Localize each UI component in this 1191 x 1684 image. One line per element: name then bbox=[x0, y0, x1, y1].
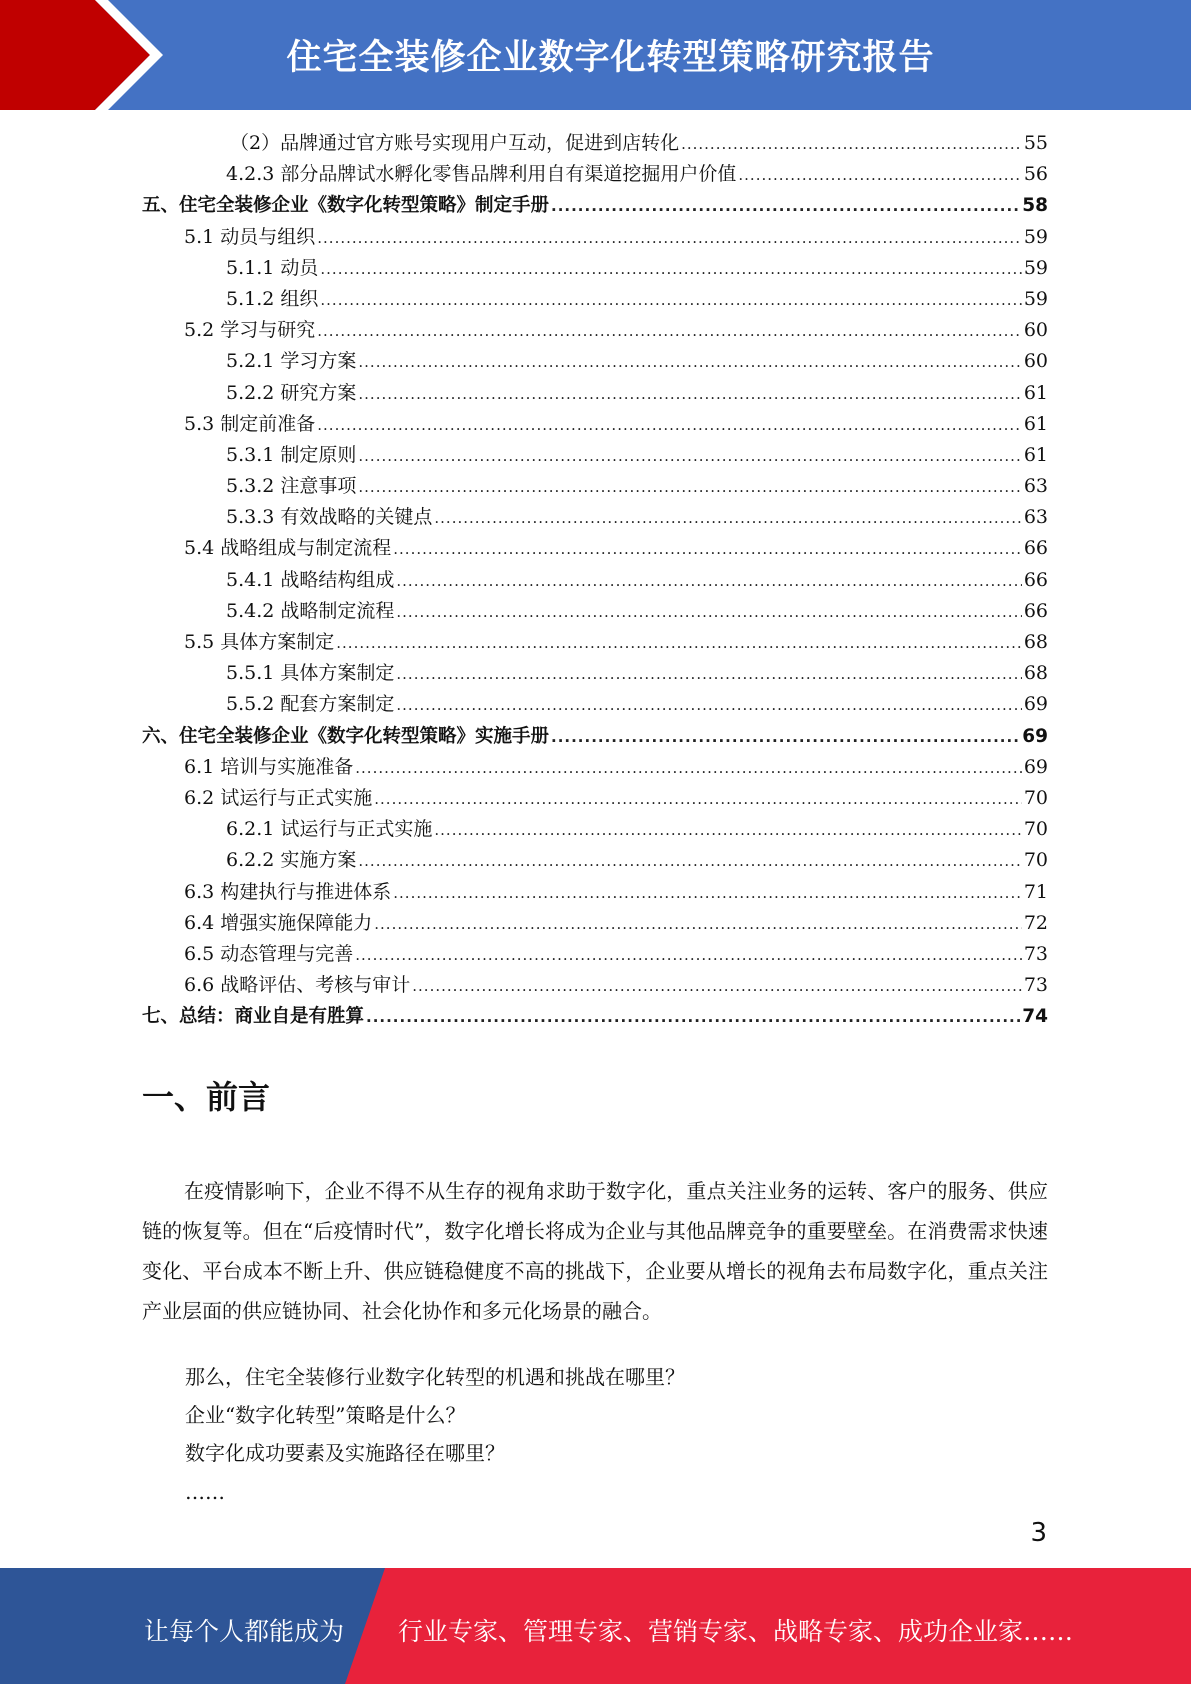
toc-entry[interactable] bbox=[142, 721, 1048, 752]
question-list bbox=[185, 1358, 685, 1472]
toc-entry-label: 6.1 培训与实施准备 bbox=[184, 755, 354, 778]
toc-entry[interactable] bbox=[142, 190, 1048, 221]
toc-entry-page: 69 bbox=[1023, 693, 1048, 716]
toc-leader-dots bbox=[358, 347, 1021, 378]
toc-entry-label: 4.2.3 部分品牌试水孵化零售品牌利用自有渠道挖掘用户价值 bbox=[226, 163, 737, 186]
toc-entry[interactable] bbox=[142, 752, 1048, 783]
toc-entry-page: 74 bbox=[1022, 1006, 1048, 1028]
toc-leader-dots bbox=[393, 878, 1022, 909]
toc-leader-dots bbox=[355, 940, 1022, 971]
report-title: 住宅全装修企业数字化转型策略研究报告 bbox=[286, 38, 935, 78]
toc-entry[interactable] bbox=[142, 159, 1048, 190]
toc-entry-label: 5.4.1 战略结构组成 bbox=[226, 568, 395, 591]
toc-entry[interactable] bbox=[142, 596, 1048, 627]
toc-leader-dots bbox=[355, 753, 1022, 784]
toc-entry-page: 55 bbox=[1023, 132, 1048, 154]
toc-entry-label: 5.2 学习与研究 bbox=[184, 319, 316, 342]
toc-entry-label: 5.4.2 战略制定流程 bbox=[226, 599, 395, 622]
toc-entry-label: 5.1.2 组织 bbox=[226, 287, 319, 310]
toc-entry-page: 66 bbox=[1023, 599, 1048, 622]
toc-entry-page: 68 bbox=[1023, 631, 1048, 653]
toc-entry-page: 59 bbox=[1023, 287, 1048, 310]
toc-entry[interactable] bbox=[142, 627, 1048, 658]
toc-entry[interactable] bbox=[142, 502, 1048, 533]
toc-entry[interactable] bbox=[142, 284, 1048, 315]
toc-leader-dots bbox=[317, 410, 1022, 441]
toc-entry-label: 6.4 增强实施保障能力 bbox=[184, 911, 373, 934]
toc-entry[interactable] bbox=[142, 939, 1048, 970]
toc-entry-page: 70 bbox=[1023, 818, 1048, 841]
toc-leader-dots bbox=[320, 254, 1021, 285]
toc-entry-label: 5.5 具体方案制定 bbox=[184, 631, 335, 653]
toc-entry-page: 61 bbox=[1023, 412, 1048, 435]
toc-entry[interactable] bbox=[142, 253, 1048, 284]
toc-entry[interactable] bbox=[142, 970, 1048, 1001]
toc-entry[interactable] bbox=[142, 1001, 1048, 1032]
toc-entry[interactable] bbox=[142, 128, 1048, 159]
toc-entry-page: 66 bbox=[1023, 537, 1048, 560]
toc-entry-label: 6.5 动态管理与完善 bbox=[184, 942, 354, 965]
toc-entry-page: 73 bbox=[1023, 974, 1048, 997]
ellipsis: …… bbox=[185, 1480, 225, 1504]
toc-entry-label: 5.1.1 动员 bbox=[226, 256, 319, 279]
toc-entry-page: 69 bbox=[1022, 725, 1048, 747]
toc-entry-label: 七、总结：商业自是有胜算 bbox=[142, 1006, 365, 1028]
toc-leader-dots bbox=[396, 690, 1021, 721]
toc-entry-page: 56 bbox=[1023, 163, 1048, 186]
toc-entry-label: 6.3 构建执行与推进体系 bbox=[184, 880, 392, 903]
toc-entry-label: （2）品牌通过官方账号实现用户互动，促进到店转化 bbox=[230, 132, 680, 154]
toc-entry-label: 6.2.1 试运行与正式实施 bbox=[226, 818, 433, 841]
toc-entry-page: 71 bbox=[1023, 880, 1048, 903]
toc-leader-dots bbox=[374, 909, 1022, 940]
toc-entry-label: 5.2.2 研究方案 bbox=[226, 381, 357, 404]
toc-entry-page: 61 bbox=[1023, 443, 1048, 466]
page-footer bbox=[0, 1568, 1191, 1684]
toc-leader-dots bbox=[551, 191, 1020, 222]
toc-entry[interactable] bbox=[142, 783, 1048, 814]
section-heading: 一、前言 bbox=[142, 1078, 271, 1116]
toc-leader-dots bbox=[396, 597, 1021, 628]
toc-leader-dots bbox=[358, 441, 1021, 472]
toc-entry-page: 72 bbox=[1023, 911, 1048, 934]
toc-entry[interactable] bbox=[142, 845, 1048, 876]
toc-entry-page: 70 bbox=[1023, 786, 1048, 809]
toc-entry-label: 5.1 动员与组织 bbox=[184, 225, 316, 248]
footer-slogan-left: 让每个人都能成为 bbox=[144, 1617, 345, 1646]
toc-entry-label: 5.5.2 配套方案制定 bbox=[226, 693, 395, 716]
toc-entry-label: 六、住宅全装修企业《数字化转型策略》实施手册 bbox=[142, 725, 550, 747]
toc-entry-page: 61 bbox=[1023, 381, 1048, 404]
toc-entry-page: 59 bbox=[1023, 225, 1048, 248]
toc-entry[interactable] bbox=[142, 222, 1048, 253]
toc-leader-dots bbox=[358, 379, 1021, 410]
toc-leader-dots bbox=[317, 223, 1022, 254]
toc-leader-dots bbox=[366, 1002, 1020, 1033]
toc-leader-dots bbox=[393, 534, 1022, 565]
footer-slogan-right: 行业专家、管理专家、营销专家、战略专家、成功企业家…… bbox=[398, 1617, 1074, 1646]
toc-leader-dots bbox=[358, 846, 1021, 877]
toc-leader-dots bbox=[336, 628, 1022, 659]
toc-entry[interactable] bbox=[142, 814, 1048, 845]
toc-leader-dots bbox=[396, 659, 1021, 690]
toc-entry-page: 60 bbox=[1023, 319, 1048, 342]
question-item: 那么，住宅全装修行业数字化转型的机遇和挑战在哪里？ bbox=[185, 1365, 685, 1389]
toc-entry-page: 63 bbox=[1023, 475, 1048, 498]
toc-entry[interactable] bbox=[142, 565, 1048, 596]
toc-entry-label: 5.3.1 制定原则 bbox=[226, 443, 357, 466]
toc-leader-dots bbox=[551, 722, 1020, 753]
toc-leader-dots bbox=[358, 472, 1021, 503]
toc-entry-page: 68 bbox=[1023, 662, 1048, 685]
toc-leader-dots bbox=[434, 503, 1021, 534]
toc-entry-page: 59 bbox=[1023, 256, 1048, 279]
toc-entry-page: 60 bbox=[1023, 350, 1048, 373]
toc-leader-dots bbox=[738, 160, 1021, 191]
toc-entry-label: 6.2 试运行与正式实施 bbox=[184, 786, 373, 809]
table-of-contents bbox=[142, 128, 1048, 1032]
toc-leader-dots bbox=[434, 815, 1021, 846]
toc-entry-label: 5.3.2 注意事项 bbox=[226, 475, 357, 498]
toc-entry-page: 69 bbox=[1023, 755, 1048, 778]
toc-leader-dots bbox=[681, 129, 1022, 160]
toc-leader-dots bbox=[396, 566, 1021, 597]
toc-entry-label: 五、住宅全装修企业《数字化转型策略》制定手册 bbox=[142, 195, 550, 217]
toc-entry[interactable] bbox=[142, 440, 1048, 471]
toc-entry-page: 73 bbox=[1023, 942, 1048, 965]
toc-entry-label: 6.2.2 实施方案 bbox=[226, 849, 357, 872]
toc-entry[interactable] bbox=[142, 471, 1048, 502]
toc-entry[interactable] bbox=[142, 877, 1048, 908]
toc-entry-label: 5.3.3 有效战略的关键点 bbox=[226, 506, 433, 529]
toc-entry-page: 58 bbox=[1022, 195, 1048, 217]
toc-entry[interactable] bbox=[142, 346, 1048, 377]
toc-leader-dots bbox=[320, 285, 1021, 316]
toc-entry-page: 70 bbox=[1023, 849, 1048, 872]
toc-entry[interactable] bbox=[142, 533, 1048, 564]
toc-entry-label: 6.6 战略评估、考核与审计 bbox=[184, 974, 411, 997]
toc-leader-dots bbox=[374, 784, 1022, 815]
toc-entry[interactable] bbox=[142, 908, 1048, 939]
question-item: 企业“数字化转型”策略是什么？ bbox=[185, 1403, 466, 1427]
toc-entry[interactable] bbox=[142, 689, 1048, 720]
intro-paragraph: 在疫情影响下，企业不得不从生存的视角求助于数字化，重点关注业务的运转、客户的服务、供应链的恢复等。但在“后疫情时代”，数字化增长将成为企业与其他品牌竞争的重要壁垒。在消费需求快速变化、平台成本不断上升、供应链稳健度不高的挑战下，企业要从增长的视角去布局数字化，重点关注产业层面的供应链协同、社会化协作和多元化场景的融合。 bbox=[142, 1179, 1048, 1323]
toc-entry-label: 5.3 制定前准备 bbox=[184, 412, 316, 435]
toc-entry[interactable] bbox=[142, 409, 1048, 440]
question-item: 数字化成功要素及实施路径在哪里？ bbox=[185, 1441, 505, 1465]
page-number: 3 bbox=[1030, 1518, 1047, 1548]
toc-entry[interactable] bbox=[142, 658, 1048, 689]
toc-leader-dots bbox=[412, 971, 1022, 1002]
toc-entry-page: 66 bbox=[1023, 568, 1048, 591]
toc-entry-label: 5.4 战略组成与制定流程 bbox=[184, 537, 392, 560]
toc-entry-label: 5.5.1 具体方案制定 bbox=[226, 662, 395, 685]
toc-entry-label: 5.2.1 学习方案 bbox=[226, 350, 357, 373]
toc-entry-page: 63 bbox=[1023, 506, 1048, 529]
page-header bbox=[0, 0, 1191, 110]
toc-entry[interactable] bbox=[142, 315, 1048, 346]
toc-leader-dots bbox=[317, 316, 1022, 347]
toc-entry[interactable] bbox=[142, 378, 1048, 409]
